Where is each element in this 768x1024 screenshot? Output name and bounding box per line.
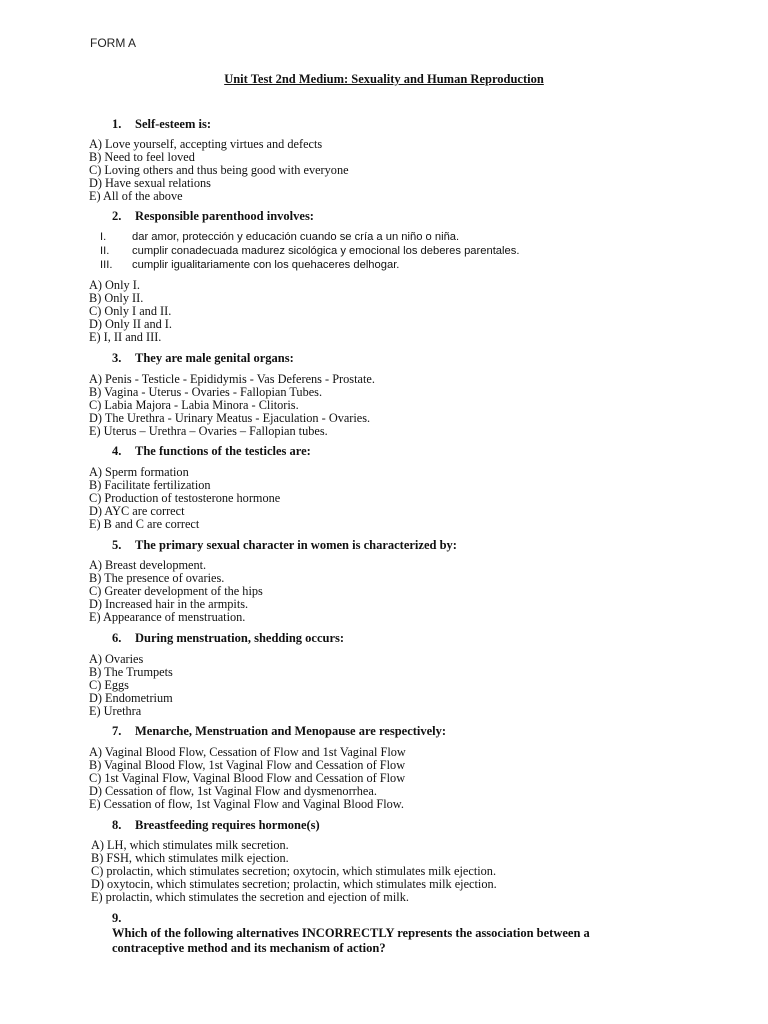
- question-6-heading: [112, 631, 672, 646]
- question-text: Responsible parenthood involves:: [135, 209, 314, 223]
- question-text: The primary sexual character in women is characterized by:: [135, 538, 457, 552]
- question-number: 7.: [112, 724, 122, 738]
- question-2-heading: [112, 209, 672, 224]
- option-c: C) Loving others and thus being good with everyone: [89, 163, 349, 178]
- option-a: A) Love yourself, accepting virtues and defects: [89, 137, 323, 151]
- option-b: B) Vaginal Blood Flow, 1st Vaginal Flow and Cessation of Flow: [89, 758, 406, 773]
- option-c: C) Only I and II.: [89, 304, 172, 319]
- question-text: Self-esteem is:: [135, 117, 212, 131]
- question-5-heading: [112, 538, 672, 553]
- statement-ii: [100, 244, 519, 258]
- option-c: C) Labia Majora - Labia Minora - Clitoris.: [89, 398, 299, 413]
- question-6-options: [89, 653, 173, 718]
- option-c: C) Eggs: [89, 678, 129, 693]
- option-e: E) Urethra: [89, 704, 142, 719]
- roman-numeral: III.: [100, 259, 113, 271]
- option-b: B) Facilitate fertilization: [89, 478, 211, 493]
- option-e: E) Uterus – Urethra – Ovaries – Fallopian tubes.: [89, 424, 328, 439]
- option-b: B) Need to feel loved: [89, 150, 195, 165]
- option-d: D) Only II and I.: [89, 317, 172, 332]
- question-4-heading: [112, 444, 672, 459]
- option-a: A) Penis - Testicle - Epididymis - Vas Deferens - Prostate.: [89, 372, 375, 386]
- question-number: 5.: [112, 538, 122, 552]
- option-d: D) Endometrium: [89, 691, 173, 706]
- question-number: 9.: [112, 911, 122, 925]
- option-a: A) Only I.: [89, 278, 140, 292]
- option-c: C) Production of testosterone hormone: [89, 491, 281, 506]
- question-text: They are male genital organs:: [135, 351, 294, 365]
- question-text: During menstruation, shedding occurs:: [135, 631, 345, 645]
- option-a: A) Breast development.: [89, 558, 207, 572]
- option-c: C) prolactin, which stimulates secretion; oxytocin, which stimulates milk ejection.: [91, 864, 497, 879]
- question-number: 6.: [112, 631, 122, 645]
- option-b: B) Vagina - Uterus - Ovaries - Fallopian Tubes.: [89, 385, 323, 400]
- statement-text: dar amor, protección y educación cuando se cría a un niño o niña.: [132, 231, 460, 243]
- question-2-statements: [100, 230, 519, 272]
- question-text: The functions of the testicles are:: [135, 444, 311, 458]
- question-text: Which of the following alternatives INCORRECTLY represents the association between a contraceptive method and its mechanism of action?: [112, 926, 590, 955]
- question-4-options: [89, 466, 280, 531]
- option-d: D) Have sexual relations: [89, 176, 211, 191]
- question-1-heading: [112, 117, 672, 132]
- option-e: E) B and C are correct: [89, 517, 200, 532]
- statement-text: cumplir conadecuada madurez sicológica y emocional los deberes parentales.: [132, 245, 520, 257]
- question-7-options: [89, 746, 406, 811]
- question-7-heading: [112, 724, 672, 739]
- option-e: E) I, II and III.: [89, 330, 162, 345]
- option-e: E) All of the above: [89, 189, 183, 204]
- question-text: Breastfeeding requires hormone(s): [135, 818, 320, 832]
- question-8-heading: [112, 818, 672, 833]
- option-c: C) Greater development of the hips: [89, 584, 263, 599]
- form-label: FORM A: [90, 36, 137, 50]
- option-b: B) The presence of ovaries.: [89, 571, 225, 586]
- option-e: E) Cessation of flow, 1st Vaginal Flow and Vaginal Blood Flow.: [89, 797, 404, 812]
- statement-iii: [100, 258, 519, 272]
- option-d: D) AYC are correct: [89, 504, 185, 519]
- option-a: A) Vaginal Blood Flow, Cessation of Flow and 1st Vaginal Flow: [89, 745, 406, 759]
- question-number: 8.: [112, 818, 122, 832]
- option-e: E) Appearance of menstruation.: [89, 610, 246, 625]
- question-3-options: [89, 373, 375, 438]
- question-2-options: [89, 279, 172, 344]
- option-a: A) LH, which stimulates milk secretion.: [91, 838, 289, 852]
- option-d: D) The Urethra - Urinary Meatus - Ejaculation - Ovaries.: [89, 411, 371, 426]
- option-a: A) Ovaries: [89, 652, 144, 666]
- option-b: B) Only II.: [89, 291, 144, 306]
- option-a: A) Sperm formation: [89, 465, 189, 479]
- question-5-options: [89, 559, 263, 624]
- page-title: Unit Test 2nd Medium: Sexuality and Human Reproduction: [224, 72, 544, 86]
- question-text: Menarche, Menstruation and Menopause are respectively:: [135, 724, 447, 738]
- question-number: 1.: [112, 117, 122, 131]
- question-number: 2.: [112, 209, 122, 223]
- question-1-options: [89, 138, 349, 203]
- option-d: D) Increased hair in the armpits.: [89, 597, 249, 612]
- question-8-options: [91, 839, 497, 904]
- option-d: D) oxytocin, which stimulates secretion; prolactin, which stimulates milk ejection.: [91, 877, 497, 892]
- question-9-heading: [112, 911, 657, 956]
- option-c: C) 1st Vaginal Flow, Vaginal Blood Flow and Cessation of Flow: [89, 771, 406, 786]
- option-d: D) Cessation of flow, 1st Vaginal Flow and dysmenorrhea.: [89, 784, 377, 799]
- roman-numeral: I.: [100, 231, 107, 243]
- option-b: B) FSH, which stimulates milk ejection.: [91, 851, 289, 866]
- question-3-heading: [112, 351, 672, 366]
- statement-i: [100, 230, 519, 244]
- statement-text: cumplir igualitariamente con los quehaceres delhogar.: [132, 259, 400, 271]
- question-number: 4.: [112, 444, 122, 458]
- option-b: B) The Trumpets: [89, 665, 173, 680]
- option-e: E) prolactin, which stimulates the secretion and ejection of milk.: [91, 890, 409, 905]
- roman-numeral: II.: [100, 245, 110, 257]
- question-number: 3.: [112, 351, 122, 365]
